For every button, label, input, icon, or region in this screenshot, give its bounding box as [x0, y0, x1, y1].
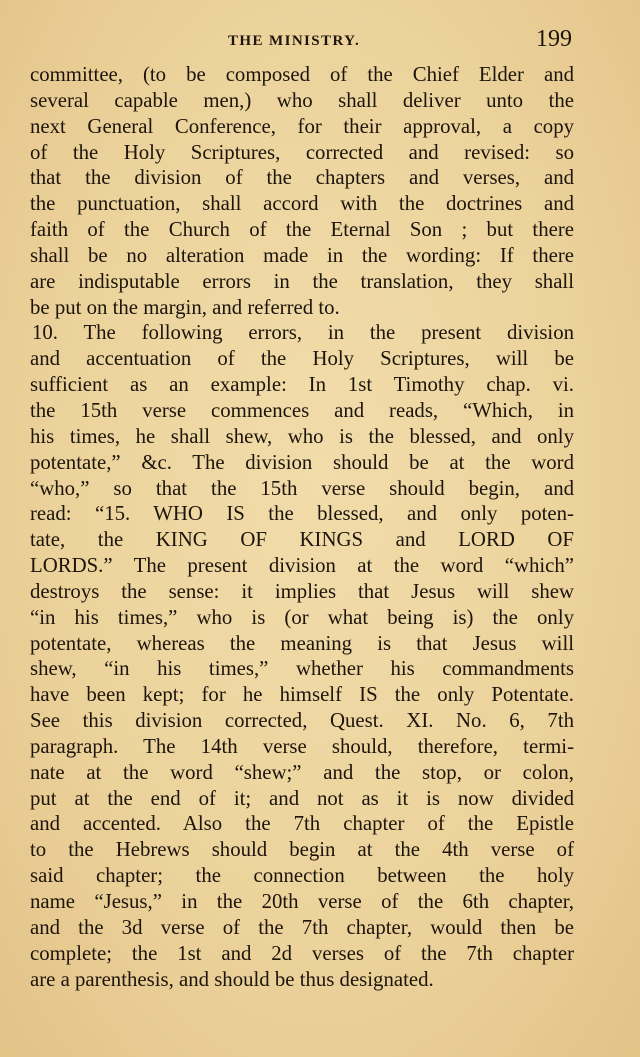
paragraph-start-line: 10. The following errors, in the present division [32, 321, 574, 345]
text-line: to the Hebrews should begin at the 4th verse of [30, 838, 574, 862]
text-line: be put on the margin, and referred to. [30, 295, 340, 319]
text-line: faith of the Church of the Eternal Son ; but there [30, 218, 574, 242]
text-line: and the 3d verse of the 7th chapter, would then be [30, 915, 574, 939]
text-line: complete; the 1st and 2d verses of the 7th chapter [30, 941, 574, 965]
text-line: put at the end of it; and not as it is now divided [30, 786, 574, 810]
text-line: of the Holy Scriptures, corrected and revised: so [30, 140, 574, 164]
body-text [30, 62, 574, 992]
text-line: several capable men,) who shall deliver unto the [30, 88, 574, 112]
text-line: “who,” so that the 15th verse should begin, and [30, 476, 574, 500]
text-line: See this division corrected, Quest. XI. No. 6, 7th [30, 709, 574, 733]
text-line: have been kept; for he himself IS the only Potentate. [30, 683, 574, 707]
text-line: potentate,” &c. The division should be at the word [30, 450, 574, 474]
text-line: sufficient as an example: In 1st Timothy chap. vi. [30, 373, 574, 397]
text-line: are indisputable errors in the translation, they shall [30, 269, 574, 293]
text-line: shall be no alteration made in the wording: If there [30, 243, 574, 267]
text-line: “in his times,” who is (or what being is) the only [30, 605, 574, 629]
running-head: THE MINISTRY. [228, 33, 361, 49]
text-line: and accented. Also the 7th chapter of the Epistle [30, 812, 574, 836]
text-line: his times, he shall shew, who is the blessed, and only [30, 424, 574, 448]
text-line: LORDS.” The present division at the word “which” [30, 554, 574, 578]
text-line: the 15th verse commences and reads, “Which, in [30, 398, 574, 422]
text-line: the punctuation, shall accord with the doctrines and [30, 192, 574, 216]
text-line: are a parenthesis, and should be thus designated. [30, 967, 434, 991]
text-line: nate at the word “shew;” and the stop, or colon, [30, 760, 574, 784]
page-header [32, 26, 572, 54]
text-line: that the division of the chapters and verses, and [30, 166, 574, 190]
text-line: potentate, whereas the meaning is that Jesus will [30, 631, 574, 655]
text-line: said chapter; the connection between the holy [30, 864, 574, 888]
text-line: name “Jesus,” in the 20th verse of the 6th chapter, [30, 890, 574, 913]
text-line: and accentuation of the Holy Scriptures, will be [30, 347, 574, 371]
text-line: next General Conference, for their approval, a copy [30, 114, 574, 138]
text-line: shew, “in his times,” whether his commandments [30, 657, 574, 681]
text-line: tate, the KING OF KINGS and LORD OF [30, 528, 574, 552]
page-number: 199 [536, 26, 572, 52]
text-line: paragraph. The 14th verse should, therefore, termi- [30, 734, 574, 758]
text-line: destroys the sense: it implies that Jesus will shew [30, 579, 574, 603]
text-line: read: “15. WHO IS the blessed, and only poten- [30, 502, 574, 526]
text-line: committee, (to be composed of the Chief Elder and [30, 63, 574, 86]
